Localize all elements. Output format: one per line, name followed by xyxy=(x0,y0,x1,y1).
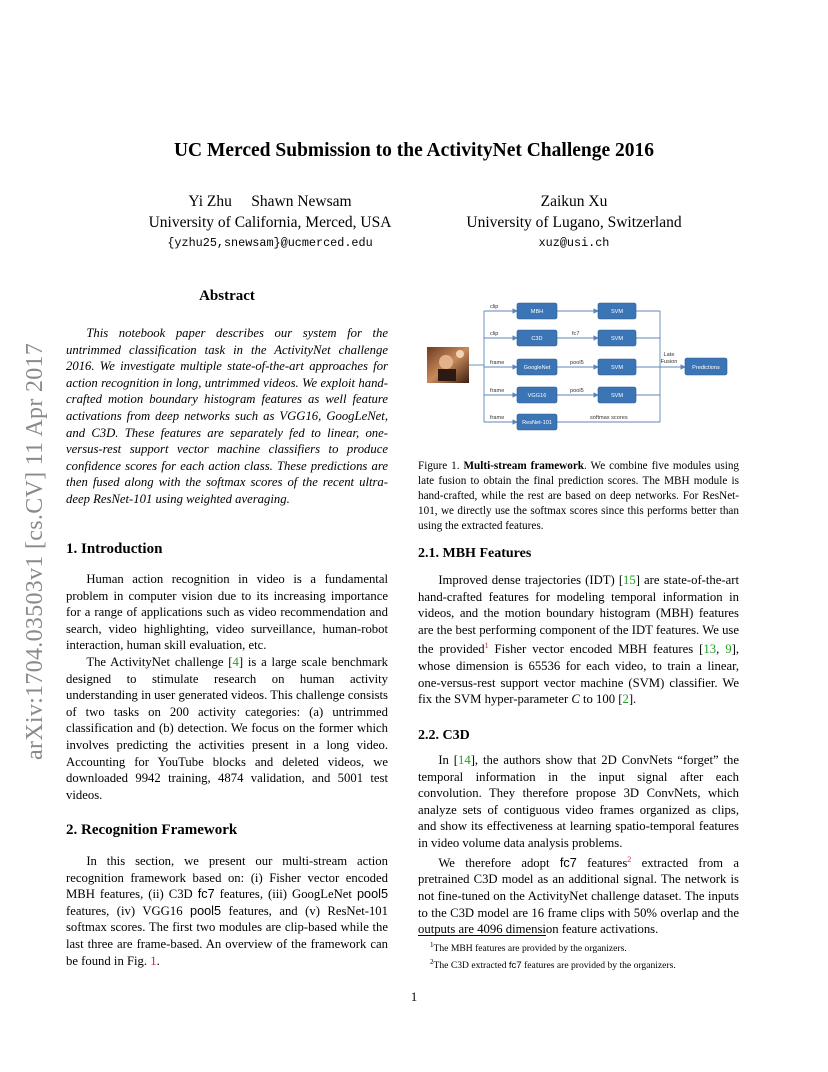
c3d-body xyxy=(418,752,739,938)
mbh-heading: 2.1. MBH Features xyxy=(418,546,532,561)
svm-label: SVM xyxy=(610,365,624,371)
figure-1 xyxy=(424,296,760,448)
edge-label: softmax scores xyxy=(590,415,628,421)
citation-link[interactable]: 13 xyxy=(703,642,717,657)
svm-label: SVM xyxy=(610,309,624,315)
footnote-number: 1 xyxy=(430,941,434,949)
module-label: VGG16 xyxy=(527,393,547,399)
c3d-p1-b: ], the authors show that 2D ConvNets “forget” the temporal information in the input signal after each convolution. They therefore propose 3D ConvNets, which analyze sets of contiguous video frames organized as clips, and show its effectiveness at learning spatio-temporal features in video volume data analysis problems. xyxy=(418,753,739,850)
intro-p2-b: ] is a large scale benchmark designed to stimulate research on human activity understanding in user generated videos. This challenge consists of two tasks on 200 activity categories: (a) untrimmed classification and (b) detection. We focus on the former which involves predicting the activities present in a long video. Accounting for YouTube blocks and deleted videos, we downloaded 9942 training, 4874 validation, and 5001 test videos. xyxy=(66,654,388,802)
mbh-t7: ]. xyxy=(628,692,637,707)
recog-p1-b: features, (iii) GoogLeNet xyxy=(214,887,357,902)
c3d-p2-c: extracted from a pretrained C3D model as an additional signal. The network is not fine-tuned on the ActivityNet challenge dataset. The inputs to the C3D model are 16 frame clips with 50% overlap and the outputs are 4096 dimension feature activations. xyxy=(418,855,740,937)
edge-label: pool5 xyxy=(570,360,584,366)
framework-diagram xyxy=(424,296,760,448)
intro-heading: 1. Introduction xyxy=(66,541,163,557)
caption-text: . We combine five modules using late fusion to obtain the final prediction scores. The MBH module is hand-crafted, while the rest are based on deep networks. For ResNet-101, we directly use the softmax scores since this performs better than using the extracted features. xyxy=(418,460,740,532)
recog-paragraph-1 xyxy=(66,853,388,969)
code-pool5: pool5 xyxy=(356,887,388,902)
mbh-t1: Improved dense trajectories (IDT) [ xyxy=(438,573,624,587)
late-fusion-label: Late xyxy=(663,352,675,358)
footnote-2-text-b: features are provided by the organizers. xyxy=(521,959,676,971)
arxiv-stamp xyxy=(22,290,48,760)
module-label: GoogleNet xyxy=(523,365,551,371)
input-video-frame xyxy=(427,347,469,383)
citation-link[interactable]: 15 xyxy=(623,573,636,587)
c3d-paragraph-1 xyxy=(418,752,739,852)
intro-p2-a: The ActivityNet challenge [ xyxy=(86,654,233,669)
citation-link[interactable]: 4 xyxy=(232,654,239,669)
recog-heading: 2. Recognition Framework xyxy=(66,822,238,838)
author-affiliation-1: University of California, Merced, USA xyxy=(148,214,392,231)
c3d-p2-a: We therefore adopt xyxy=(438,855,560,870)
intro-paragraph-1: Human action recognition in video is a fundamental problem in computer vision due to its increasing importance for a range of applications such as video recommendation and search, video highlighting, video surveillance, human-robot interaction, human skill evaluation, etc. xyxy=(66,572,388,653)
footnote-marker[interactable]: 2 xyxy=(627,854,632,864)
figure-caption xyxy=(418,459,739,534)
hyperparam-c: C xyxy=(571,692,580,707)
footnote-rule xyxy=(418,935,546,936)
input-label: clip xyxy=(490,331,499,337)
mbh-t2: ] are state-of-the-art hand-crafted features for modeling temporal information in videos, and the motion boundary histogram (MBH) features are the best performing component of the IDT features. We use the provided xyxy=(418,573,739,657)
module-label: C3D xyxy=(531,336,543,342)
svm-label: SVM xyxy=(610,393,624,399)
arxiv-stamp-text: arXiv:1704.03503v1 [cs.CV] 11 Apr 2017 xyxy=(22,342,48,760)
author-names-1: Yi Zhu Shawn Newsam xyxy=(188,193,352,210)
mbh-t6: to 100 [ xyxy=(579,692,623,707)
input-label: frame xyxy=(490,415,505,421)
citation-link[interactable]: 14 xyxy=(458,753,471,767)
footnote-number: 2 xyxy=(430,957,434,966)
c3d-paragraph-2 xyxy=(418,852,739,938)
svm-label: SVM xyxy=(610,336,624,342)
mbh-body xyxy=(418,572,739,708)
mbh-paragraph xyxy=(418,572,739,708)
mbh-t3: Fisher vector encoded MBH features [ xyxy=(488,642,704,657)
code-pool5: pool5 xyxy=(190,903,222,918)
abstract-text xyxy=(66,325,388,508)
citation-link[interactable]: 2 xyxy=(622,692,629,707)
author-email-2: xuz@usi.ch xyxy=(538,236,610,250)
footnote-1 xyxy=(430,939,740,956)
abstract-heading: Abstract xyxy=(199,288,255,304)
footnote-2-text-a: The C3D extracted xyxy=(433,959,509,971)
footnote-2 xyxy=(430,956,740,973)
mbh-t4: , xyxy=(716,642,726,657)
footnote-marker[interactable]: 1 xyxy=(484,641,489,651)
author-email-1: {yzhu25,snewsam}@ucmerced.edu xyxy=(167,236,373,250)
late-fusion-label: Fusion xyxy=(660,359,678,365)
footnote-1-text: The MBH features are provided by the organizers. xyxy=(433,943,627,955)
author-block-1 xyxy=(120,193,420,250)
code-fc7: fc7 xyxy=(559,855,577,870)
mbh-t5: ], whose dimension is 65536 for each video, to train a linear, one-versus-rest support vector machine (SVM) classifier. We fix the SVM hyper-parameter xyxy=(418,642,739,707)
edge-label: pool5 xyxy=(570,388,584,394)
intro-paragraph-2 xyxy=(66,654,388,803)
footnotes xyxy=(430,939,740,972)
figure-link[interactable]: 1 xyxy=(150,953,157,968)
author-block-2 xyxy=(424,193,724,250)
caption-bold: Multi-stream framework xyxy=(463,460,585,472)
code-fc7: fc7 xyxy=(197,887,215,902)
recog-p1-a: In this section, we present our multi-stream action recognition framework based on: (i) Fisher vector encoded MBH features, (ii) C3D xyxy=(66,854,388,902)
c3d-heading: 2.2. C3D xyxy=(418,728,470,743)
c3d-p1-a: In [ xyxy=(438,753,459,767)
module-label: MBH xyxy=(530,309,544,315)
edge-label: fc7 xyxy=(572,331,580,337)
author-names-2: Zaikun Xu xyxy=(540,193,608,210)
input-label: frame xyxy=(490,360,505,366)
recog-p1-e: . xyxy=(156,953,160,968)
caption-prefix: Figure 1. xyxy=(418,460,464,472)
intro-body xyxy=(66,571,388,803)
citation-link[interactable]: 9 xyxy=(725,642,732,657)
paper-title: UC Merced Submission to the ActivityNet Challenge 2016 xyxy=(173,140,655,161)
input-label: clip xyxy=(490,304,499,310)
recog-p1-c: features, (iv) VGG16 xyxy=(66,903,191,918)
page-number: 1 xyxy=(410,990,418,1004)
input-label: frame xyxy=(490,388,505,394)
module-label: ResNet-101 xyxy=(522,420,552,426)
recog-body xyxy=(66,853,388,969)
c3d-p2-b: features xyxy=(576,855,628,870)
code-fc7: fc7 xyxy=(508,959,522,971)
predictions-label: Predictions xyxy=(692,365,720,371)
connector-lines xyxy=(469,311,685,422)
recog-p1-d: features, and (v) ResNet-101 softmax scores. The first two modules are clip-based while the last three are frame-based. An overview of the framework can be found in Fig. xyxy=(66,903,388,968)
abstract-body: This notebook paper describes our system for the untrimmed classification task in the ActivityNet challenge 2016. We investigate multiple state-of-the-art approaches for action recognition in long, untrimmed videos. We exploit hand-crafted motion boundary histogram features as well feature activations from deep networks such as VGG16, GoogLeNet, and C3D. These features are separately fed to linear, one-versus-rest support vector machine classifiers to produce confidence scores for each action class. These predictions are then fused along with the softmax scores of the recent ultra-deep ResNet-101 using weighted averaging. xyxy=(66,326,388,506)
author-affiliation-2: University of Lugano, Switzerland xyxy=(466,214,682,231)
